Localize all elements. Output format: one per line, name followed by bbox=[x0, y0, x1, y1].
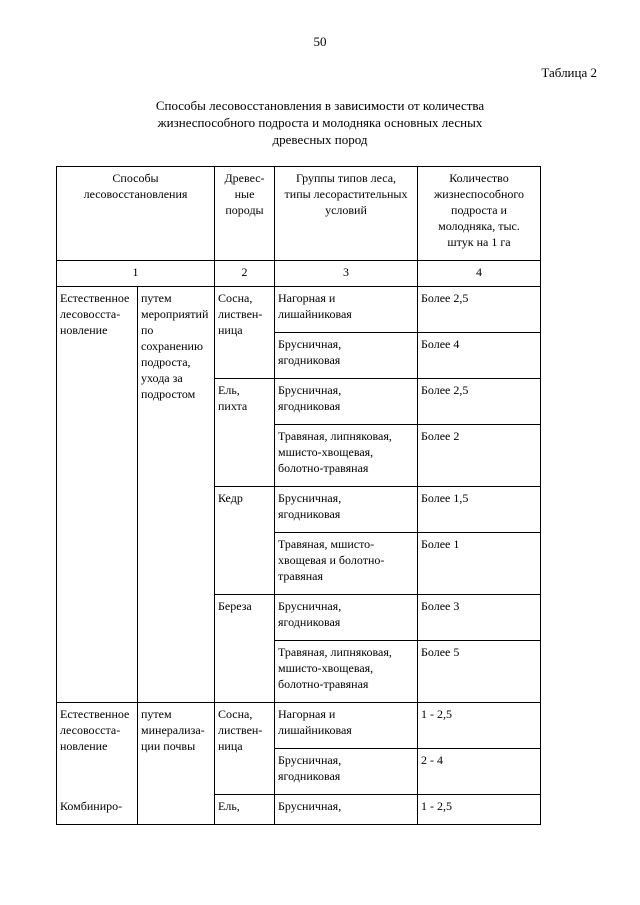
column-number: 4 bbox=[418, 261, 541, 287]
forest-type-cell: Брусничная, ягодниковая bbox=[275, 379, 418, 425]
species-cell: Сосна, листвен- ница bbox=[215, 287, 275, 379]
header-methods: Способы лесовосстановления bbox=[57, 167, 215, 261]
table-label: Таблица 2 bbox=[541, 65, 597, 80]
column-number: 1 bbox=[57, 261, 215, 287]
species-cell: Сосна, листвен- ница bbox=[215, 703, 275, 795]
forest-type-cell: Брусничная, ягодниковая bbox=[275, 333, 418, 379]
title-line: Способы лесовосстановления в зависимости от количества bbox=[155, 98, 485, 113]
quantity-cell: Более 2,5 bbox=[418, 379, 541, 425]
forest-type-cell: Нагорная и лишайниковая bbox=[275, 287, 418, 333]
title-line: жизнеспособного подроста и молодняка основных лесных bbox=[157, 115, 483, 130]
submethod-cell: путем минерализа- ции почвы bbox=[138, 703, 215, 795]
column-number: 3 bbox=[275, 261, 418, 287]
submethod-cell: путем мероприятий по сохранению подроста, ухода за подростом bbox=[138, 287, 215, 703]
forest-type-cell: Нагорная и лишайниковая bbox=[275, 703, 418, 749]
quantity-cell: Более 5 bbox=[418, 641, 541, 703]
species-cell: Береза bbox=[215, 595, 275, 703]
table-row bbox=[57, 287, 541, 333]
column-number-row bbox=[57, 261, 541, 287]
quantity-cell: 1 - 2,5 bbox=[418, 703, 541, 749]
reforestation-table bbox=[56, 166, 541, 825]
quantity-cell: Более 1 bbox=[418, 533, 541, 595]
column-number: 2 bbox=[215, 261, 275, 287]
forest-type-cell: Брусничная, bbox=[275, 795, 418, 825]
forest-type-cell: Брусничная, ягодниковая bbox=[275, 595, 418, 641]
page-number: 50 bbox=[313, 34, 327, 49]
quantity-cell: Более 2,5 bbox=[418, 287, 541, 333]
forest-type-cell: Травяная, липняковая, мшисто-хвощевая, болотно-травяная bbox=[275, 425, 418, 487]
quantity-cell: 1 - 2,5 bbox=[418, 795, 541, 825]
table-header-row bbox=[57, 167, 541, 261]
header-forest-groups: Группы типов леса, типы лесорастительных условий bbox=[275, 167, 418, 261]
quantity-cell: 2 - 4 bbox=[418, 749, 541, 795]
forest-type-cell: Брусничная, ягодниковая bbox=[275, 749, 418, 795]
quantity-cell: Более 3 bbox=[418, 595, 541, 641]
method-cell: Естественное лесовосста- новление bbox=[57, 287, 138, 703]
table-row bbox=[57, 795, 541, 825]
method-cell: Комбиниро- bbox=[57, 795, 138, 825]
species-cell: Ель, пихта bbox=[215, 379, 275, 487]
table-row bbox=[57, 703, 541, 749]
title-line: древесных пород bbox=[272, 132, 368, 147]
submethod-cell bbox=[138, 795, 215, 825]
header-species: Древес- ные породы bbox=[215, 167, 275, 261]
species-cell: Кедр bbox=[215, 487, 275, 595]
forest-type-cell: Травяная, липняковая, мшисто-хвощевая, болотно-травяная bbox=[275, 641, 418, 703]
species-cell: Ель, bbox=[215, 795, 275, 825]
quantity-cell: Более 1,5 bbox=[418, 487, 541, 533]
method-cell: Естественное лесовосста- новление bbox=[57, 703, 138, 795]
forest-type-cell: Травяная, мшисто- хвощевая и болотно- травяная bbox=[275, 533, 418, 595]
document-title bbox=[140, 97, 500, 148]
header-quantity: Количество жизнеспособного подроста и молодняка, тыс. штук на 1 га bbox=[418, 167, 541, 261]
forest-type-cell: Брусничная, ягодниковая bbox=[275, 487, 418, 533]
quantity-cell: Более 4 bbox=[418, 333, 541, 379]
quantity-cell: Более 2 bbox=[418, 425, 541, 487]
